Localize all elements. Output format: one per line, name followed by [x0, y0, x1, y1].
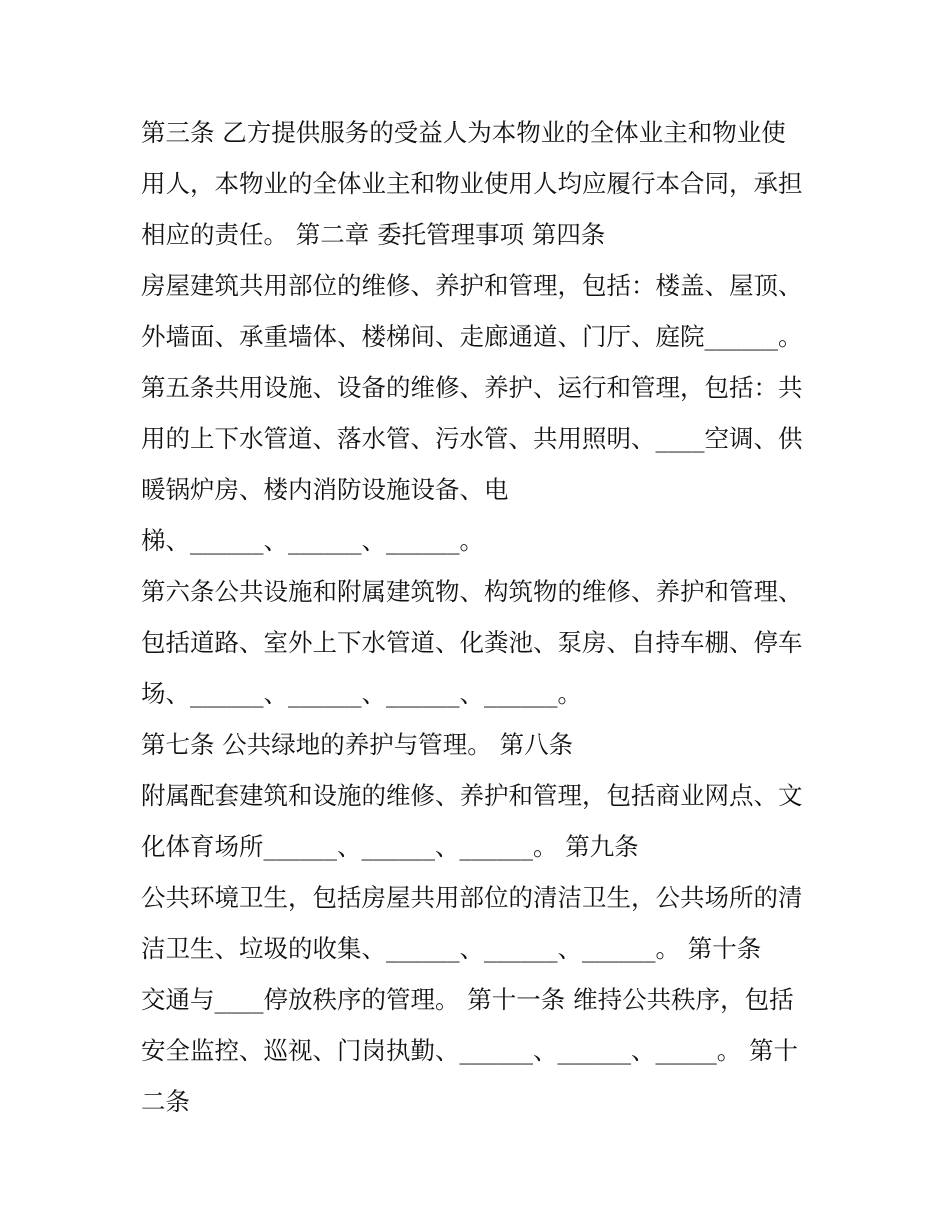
text-line: 洁卫生、垃圾的收集、______、______、______。 第十条 [141, 934, 762, 963]
text-line: 用的上下水管道、落水管、污水管、共用照明、____空调、供 [141, 424, 803, 453]
contract-text [141, 107, 831, 1127]
text-line: 房屋建筑共用部位的维修、养护和管理，包括：楼盖、屋顶、 [141, 271, 803, 300]
text-line: 相应的责任。 第二章 委托管理事项 第四条 [141, 220, 606, 249]
text-line: 第五条共用设施、设备的维修、养护、运行和管理，包括：共 [141, 373, 803, 402]
text-line: 安全监控、巡视、门岗执勤、______、______、_____。 第十 [141, 1036, 799, 1065]
text-line: 化体育场所______、______、______。 第九条 [141, 832, 639, 861]
text-line: 外墙面、承重墙体、楼梯间、走廊通道、门厅、庭院______。 [141, 322, 803, 351]
text-line: 第六条公共设施和附属建筑物、构筑物的维修、养护和管理、 [141, 577, 803, 606]
text-line: 场、______、______、______、______。 [141, 679, 582, 708]
text-line: 包括道路、室外上下水管道、化粪池、泵房、自持车棚、停车 [141, 628, 803, 657]
text-line: 附属配套建筑和设施的维修、养护和管理，包括商业网点、文 [141, 781, 803, 810]
text-line: 第三条 乙方提供服务的受益人为本物业的全体业主和物业使 [141, 118, 786, 147]
text-line: 用人，本物业的全体业主和物业使用人均应履行本合同，承担 [141, 169, 803, 198]
text-line: 梯、______、______、______。 [141, 526, 484, 555]
text-line: 交通与____停放秩序的管理。 第十一条 维持公共秩序，包括 [141, 985, 794, 1014]
text-line: 二条 [141, 1087, 190, 1116]
text-line: 第七条 公共绿地的养护与管理。 第八条 [141, 730, 574, 759]
text-line: 暖锅炉房、楼内消防设施设备、电 [141, 475, 509, 504]
text-line: 公共环境卫生，包括房屋共用部位的清洁卫生，公共场所的清 [141, 883, 803, 912]
